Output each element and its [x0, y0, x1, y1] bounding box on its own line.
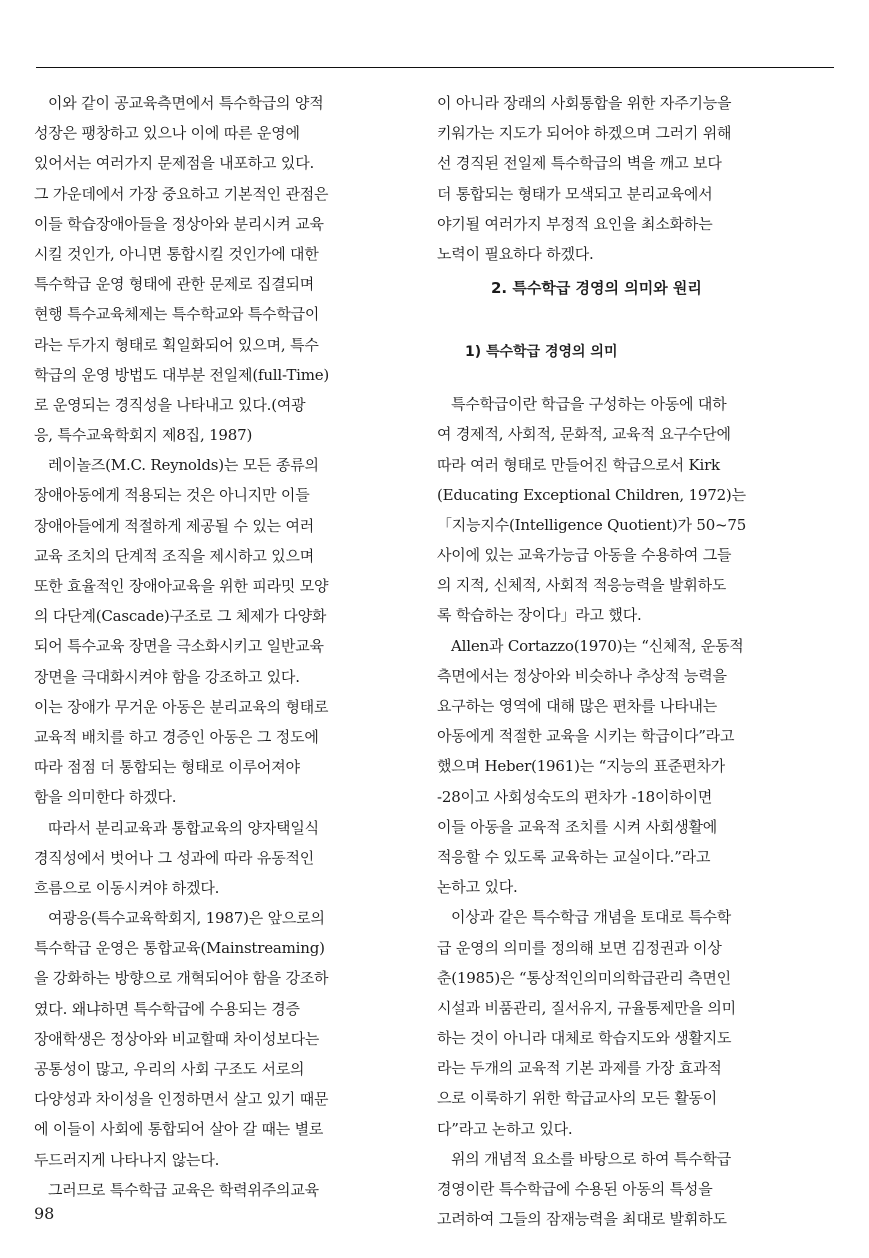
text-line: 함을 의미한다 하겠다.	[34, 788, 177, 807]
text-line: 또한 효율적인 장애아교육을 위한 피라밋 모양	[34, 577, 329, 595]
text-line: 따라 여러 형태로 만들어진 학급으로서 Kirk	[437, 455, 720, 474]
text-line: 하는 것이 아니라 대체로 학습지도와 생활지도	[437, 1029, 732, 1048]
text-line: 적응할 수 있도록 교육하는 교실이다.”라고	[437, 847, 711, 866]
text-line: (Educating Exceptional Children, 1972)는	[437, 485, 746, 504]
text-line: 으로 이룩하기 위한 학급교사의 모든 활동이	[437, 1089, 718, 1108]
text-line: 위의 개념적 요소를 바탕으로 하여 특수학급	[451, 1149, 732, 1168]
text-line: 시킬 것인가, 아니면 통합시킬 것인가에 대한	[34, 244, 319, 263]
text-line: 아동에게 적절한 교육을 시키는 학급이다”라고	[437, 727, 735, 746]
page-number: 98	[34, 1204, 55, 1223]
text-line: 했으며 Heber(1961)는 “지능의 표준편차가	[437, 757, 725, 776]
text-line: 따라 점점 더 통합되는 형태로 이루어져야	[34, 758, 300, 777]
text-line: 경직성에서 벗어나 그 성과에 따라 유동적인	[34, 848, 315, 867]
text-line: 이상과 같은 특수학급 개념을 토대로 특수학	[451, 908, 732, 927]
text-line: 여광응(특수교육학회지, 1987)은 앞으로의	[48, 909, 325, 928]
text-line: 야기될 여러가지 부정적 요인을 최소화하는	[437, 214, 713, 233]
text-line: 이와 같이 공교육측면에서 특수학급의 양적	[48, 94, 324, 112]
text-line: 경영이란 특수학급에 수용된 아동의 특성을	[437, 1180, 713, 1198]
text-line: 더 통합되는 형태가 모색되고 분리교육에서	[437, 184, 713, 203]
text-line: 교육적 배치를 하고 경증인 아동은 그 정도에	[34, 727, 319, 746]
text-line: 이는 장애가 무거운 아동은 분리교육의 형태로	[34, 697, 329, 716]
text-line: 이 아니라 장래의 사회통합을 위한 자주기능을	[437, 94, 732, 112]
text-line: 이들 아동을 교육적 조치를 시켜 사회생활에	[437, 817, 718, 836]
text-line: 있어서는 여러가지 문제점을 내포하고 있다.	[34, 154, 315, 173]
text-line: 사이에 있는 교육가능급 아동을 수용하여 그들	[437, 546, 732, 565]
heading-block	[437, 269, 783, 389]
text-line: 라는 두가지 형태로 획일화되어 있으며, 특수	[34, 335, 319, 354]
text-line: 흐름으로 이동시켜야 하겠다.	[34, 878, 220, 897]
text-line: -28이고 사회성숙도의 편차가 -18이하이면	[437, 787, 713, 806]
text-line: 록 학습하는 장이다」라고 했다.	[437, 606, 642, 625]
text-line: 그러므로 특수학급 교육은 학력위주의교육	[48, 1180, 319, 1199]
text-line: 두드러지게 나타나지 않는다.	[34, 1150, 220, 1169]
text-line: 에 이들이 사회에 통합되어 살아 갈 때는 별로	[34, 1120, 324, 1139]
text-line: 장애아동에게 적용되는 것은 아니지만 이들	[34, 486, 310, 505]
text-line: 교육 조치의 단계적 조직을 제시하고 있으며	[34, 546, 315, 565]
text-line: 측면에서는 정상아와 비슷하나 추상적 능력을	[437, 666, 727, 685]
right-column	[437, 88, 783, 1234]
text-line: Allen과 Cortazzo(1970)는 “신체적, 운동적	[451, 636, 744, 655]
right-column-top	[437, 88, 783, 269]
text-line: 노력이 필요하다 하겠다.	[437, 244, 594, 263]
text-line: 특수학급이란 학급을 구성하는 아동에 대하	[451, 395, 727, 414]
text-line: 다양성과 차이성을 인정하면서 살고 있기 때문	[34, 1090, 329, 1109]
text-line: 다”라고 논하고 있다.	[437, 1119, 573, 1138]
text-line: 키워가는 지도가 되어야 하겠으며 그러기 위해	[437, 124, 732, 143]
text-line: 요구하는 영역에 대해 많은 편차를 나타내는	[437, 697, 718, 715]
section-heading: 2. 특수학급 경영의 의미와 원리	[491, 279, 702, 298]
text-line: 응, 특수교육학회지 제8집, 1987)	[34, 426, 253, 445]
text-line: 따라서 분리교육과 통합교육의 양자택일식	[48, 818, 319, 837]
header-rule	[36, 67, 834, 68]
text-line: 여 경제적, 사회적, 문화적, 교육적 요구수단에	[437, 425, 731, 444]
subsection-heading: 1) 특수학급 경영의 의미	[465, 344, 618, 361]
text-line: 의 지적, 신체적, 사회적 적응능력을 발휘하도	[437, 576, 727, 595]
text-line: 의 다단계(Cascade)구조로 그 체제가 다양화	[34, 607, 327, 626]
text-line: 레이놀즈(M.C. Reynolds)는 모든 종류의	[48, 456, 319, 475]
text-line: 장애아들에게 적절하게 제공될 수 있는 여러	[34, 516, 315, 535]
right-column-body	[437, 389, 783, 1234]
text-line: 장애학생은 정상아와 비교할때 차이성보다는	[34, 1029, 320, 1048]
text-line: 「지능지수(Intelligence Quotient)가 50~75	[437, 515, 747, 534]
text-line: 학급의 운영 방법도 대부분 전일제(full-Time)	[34, 365, 330, 384]
text-line: 고려하여 그들의 잠재능력을 최대로 발휘하도	[437, 1210, 727, 1229]
text-line: 성장은 팽창하고 있으나 이에 따른 운영에	[34, 124, 300, 143]
text-line: 되어 특수교육 장면을 극소화시키고 일반교육	[34, 637, 324, 656]
text-line: 춘(1985)은 “통상적인의미의학급관리 측면인	[437, 968, 731, 987]
text-line: 라는 두개의 교육적 기본 과제를 가장 효과적	[437, 1059, 722, 1078]
text-line: 특수학급 운영 형태에 관한 문제로 집결되며	[34, 275, 315, 294]
text-line: 로 운영되는 경직성을 나타내고 있다.(여광	[34, 395, 306, 414]
text-line: 현행 특수교육체제는 특수학교와 특수학급이	[34, 305, 320, 324]
text-line: 그 가운데에서 가장 중요하고 기본적인 관점은	[34, 184, 329, 203]
left-column	[34, 88, 380, 1205]
text-line: 선 경직된 전일제 특수학급의 벽을 깨고 보다	[437, 154, 722, 173]
text-line: 시설과 비품관리, 질서유지, 규율통제만을 의미	[437, 998, 736, 1017]
text-line: 논하고 있다.	[437, 878, 518, 897]
text-line: 였다. 왜냐하면 특수학급에 수용되는 경증	[34, 999, 300, 1018]
text-line: 이들 학습장애아들을 정상아와 분리시켜 교육	[34, 214, 324, 233]
text-line: 특수학급 운영은 통합교육(Mainstreaming)	[34, 939, 325, 958]
text-line: 급 운영의 의미를 정의해 보면 김정권과 이상	[437, 938, 722, 957]
text-line: 공통성이 많고, 우리의 사회 구조도 서로의	[34, 1060, 305, 1078]
text-line: 장면을 극대화시켜야 함을 강조하고 있다.	[34, 667, 300, 686]
text-line: 을 강화하는 방향으로 개혁되어야 함을 강조하	[34, 969, 329, 988]
